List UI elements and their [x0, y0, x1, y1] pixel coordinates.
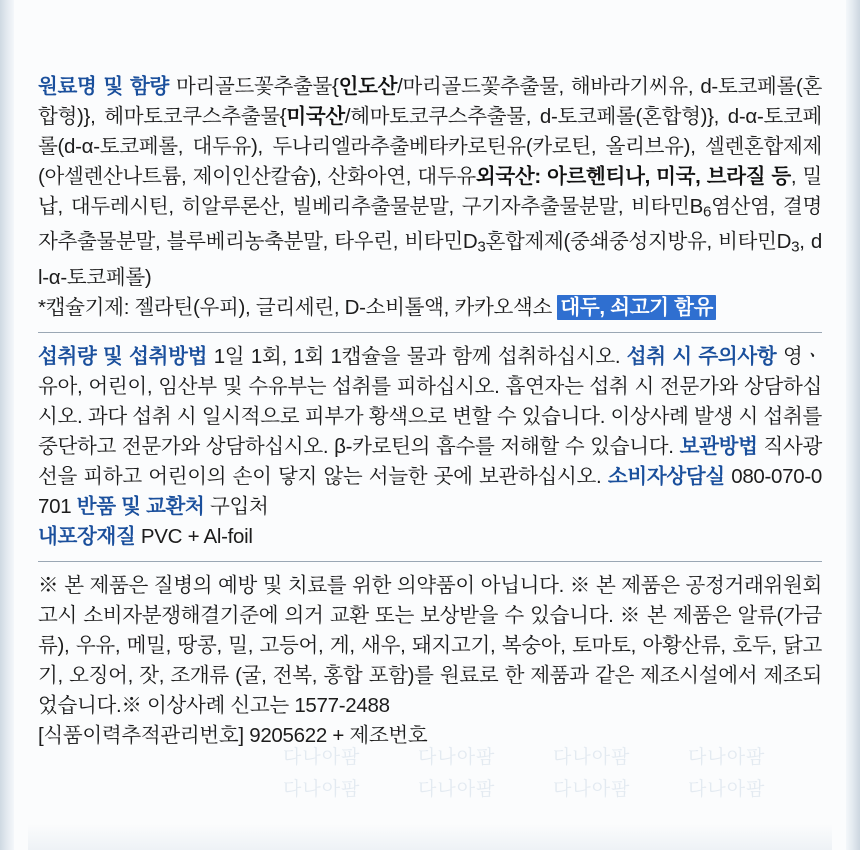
watermark-text: 다나아팜: [283, 747, 361, 768]
capsule-base-note: *캡슐기제: 젤라틴(우피), 글리세린, D-소비톨액, 카카오색소: [38, 295, 552, 319]
consumer-center-heading: 소비자상담실: [607, 464, 725, 488]
return-heading: 반품 및 교환처: [76, 494, 205, 518]
label-card: [14, 0, 846, 850]
origin-tag-usa: 미국산: [286, 105, 345, 128]
ingredients-text-2: /마리골드꽃추출물, 해바라기씨유, d-토코페롤(혼합형)}, 헤마토코쿠스추출물{: [38, 75, 822, 128]
watermark-text: 다나아팜: [418, 779, 496, 800]
ingredients-text-4: , 밀납, 대두레시틴, 히알루론산, 빌베리추출물분말, 구기자추출물분말, 비타민$B_6$염산염, 결명자추출물분말, 블루베리농축분말, 타우린, 비타민$D_3$혼합제제(중쇄중성지방유, 비타민$D_3$, dl-α-토코페롤): [38, 165, 822, 289]
traceability-number: 9205622 + 제조번호: [249, 723, 428, 747]
box-edge-right: [846, 0, 860, 850]
package-material-heading: 내포장재질: [38, 524, 136, 548]
package-material-text: PVC + Al-foil: [140, 524, 253, 548]
notice-text-main: ※ 본 제품은 질병의 예방 및 치료를 위한 의약품이 아닙니다. ※ 본 제품은 공정거래위원회 고시 소비자분쟁해결기준에 의거 교환 또는 보상받을 수 있습니다. ※ 본 제품은 알류(가금류), 우유, 메밀, 땅콩, 밀, 고등어, 게, 새우, 돼지고기, 복숭아, 토마토, 아황산류, 호두, 닭고기, 오징어, 잣, 조개류 (굴, 전복, 홍합 포함)를 원료로 한 제품과 같은 제조시설에서 제조되었습니다.: [38, 573, 822, 717]
box-edge-left: [0, 0, 14, 850]
ingredients-section: [38, 72, 822, 323]
allergen-highlight-text: 대두, 쇠고기 함유: [557, 295, 716, 320]
origin-tag-foreign: 외국산: 아르헨티나, 미국, 브라질 등: [475, 165, 791, 188]
divider-2: [38, 561, 822, 562]
origin-tag-india: 인도산: [338, 75, 398, 98]
allergen-highlight-band: [557, 295, 716, 320]
watermark-text: 다나아팜: [688, 747, 766, 768]
notice-text-report: ※ 이상사례 신고는 1577-2488: [121, 693, 390, 717]
divider-1: [38, 332, 822, 333]
ingredients-text-1: 마리골드꽃추출물{: [176, 75, 339, 98]
notices-section: [38, 571, 822, 751]
storage-text: 직사광선을 피하고 어린이의 손이 닿지 않는 서늘한 곳에 보관하십시오.: [38, 434, 822, 488]
caution-heading: 섭취 시 주의사항: [626, 344, 777, 368]
intake-section: [38, 342, 822, 552]
ingredients-text-3: /헤마토코쿠스추출물, d-토코페롤(혼합형)}, d-α-토코페롤(d-α-토코페롤, 대두유), 두나리엘라추출베타카로틴유(카로틴, 올리브유), 셀렌혼합제제(아셀렌산나트륨, 제이인산칼슘), 산화아연, 대두유: [38, 105, 823, 188]
bottom-shadow: [28, 824, 832, 850]
watermark-text: 다나아팜: [688, 779, 766, 800]
watermark-text: 다나아팜: [283, 779, 361, 800]
consumer-center-phone: 080-070-0701: [38, 464, 822, 518]
storage-heading: 보관방법: [679, 434, 758, 458]
return-text: 구입처: [209, 494, 269, 518]
watermark-text: 다나아팜: [553, 747, 631, 768]
ingredients-heading: 원료명 및 함량: [38, 75, 170, 98]
watermark-text: 다나아팜: [418, 747, 496, 768]
watermark-text: 다나아팜: [553, 779, 631, 800]
caution-text: 영ㆍ유아, 어린이, 임산부 및 수유부는 섭취를 피하십시오. 흡연자는 섭취 시 전문가와 상담하십시오. 과다 섭취 시 일시적으로 피부가 황색으로 변할 수 있습니다. 이상사례 발생 시 섭취를 중단하고 전문가와 상담하십시오. β-카로틴의 흡수를 저해할 수 있습니다.: [38, 344, 822, 458]
intake-text: 1일 1회, 1회 1캡슐을 물과 함께 섭취하십시오.: [213, 344, 621, 368]
intake-heading: 섭취량 및 섭취방법: [38, 344, 208, 368]
traceability-label: [식품이력추적관리번호]: [38, 723, 244, 747]
